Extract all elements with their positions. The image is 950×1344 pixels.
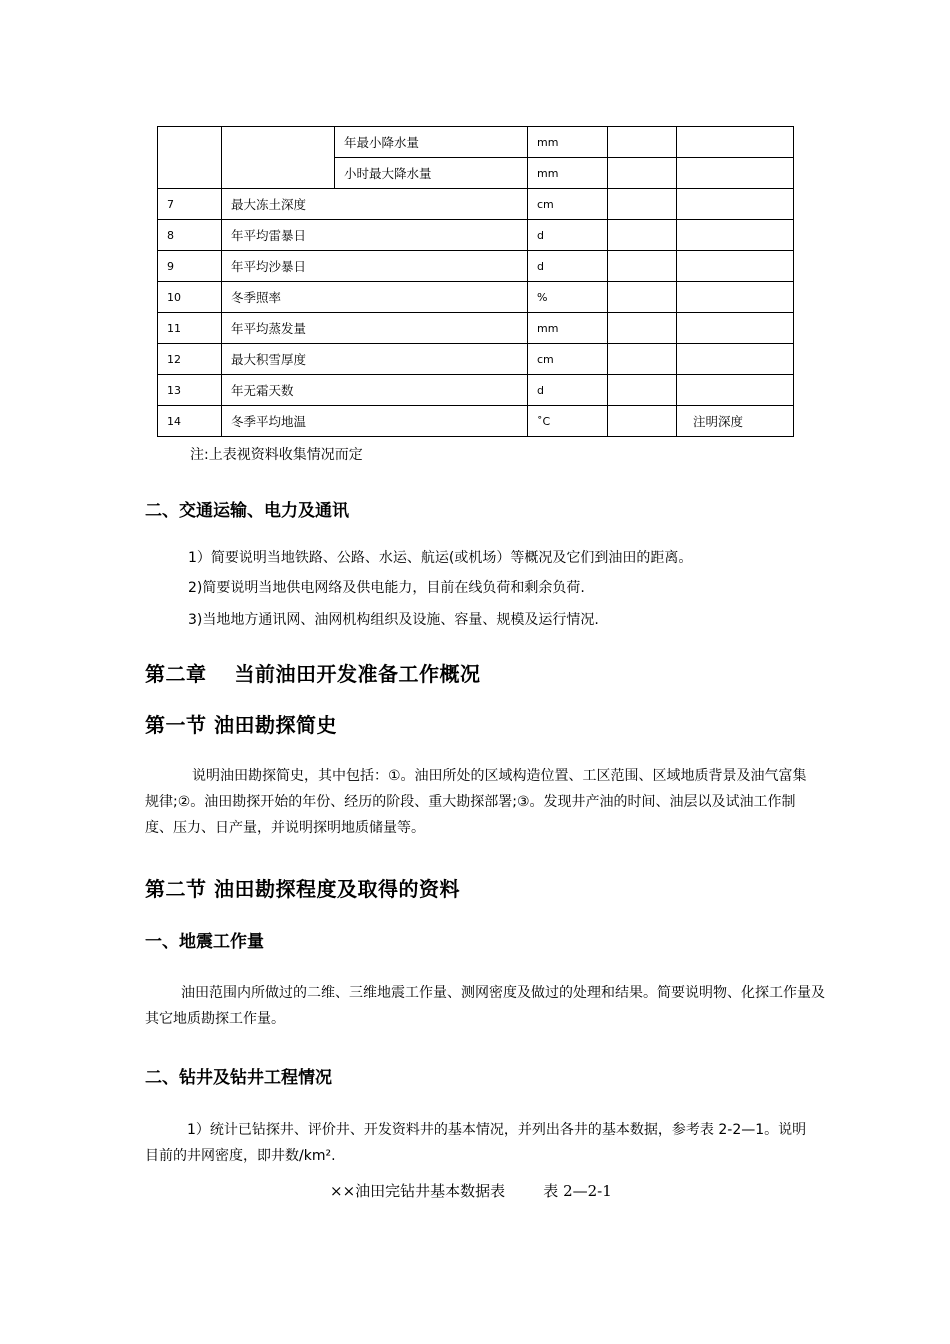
unit-cell: ˚C: [528, 406, 608, 437]
subsection-heading-drilling: 二、钻井及钻井工程情况: [145, 1068, 332, 1088]
table-row: [158, 313, 794, 344]
row-number-cell: 11: [158, 313, 222, 344]
remark-cell: [677, 158, 794, 189]
sub-item-cell: 小时最大降水量: [335, 158, 528, 189]
value-cell: [608, 406, 677, 437]
chapter-title: 第二章 当前油田开发准备工作概况: [145, 662, 481, 686]
list-item: 3)当地地方通讯网、油网机构组织及设施、容量、规模及运行情况.: [188, 612, 599, 628]
row-number-cell: 7: [158, 189, 222, 220]
table-caption-title: ××油田完钻井基本数据表: [330, 1182, 506, 1200]
table-note: 注:上表视资料收集情况而定: [190, 447, 363, 463]
table-row: [158, 251, 794, 282]
sub-item-cell: 年最小降水量: [335, 127, 528, 158]
remark-cell: 注明深度: [677, 406, 794, 437]
value-cell: [608, 282, 677, 313]
item-cell: 年平均蒸发量: [222, 313, 528, 344]
table-row: [158, 344, 794, 375]
section-heading-transport: 二、交通运输、电力及通讯: [145, 501, 349, 521]
row-number-cell: 9: [158, 251, 222, 282]
remark-cell: [677, 375, 794, 406]
row-number-cell: 13: [158, 375, 222, 406]
table-row: [158, 375, 794, 406]
table-row: [158, 189, 794, 220]
item-cell: [222, 127, 335, 189]
row-number-cell: 14: [158, 406, 222, 437]
value-cell: [608, 189, 677, 220]
climate-data-table: [157, 126, 794, 437]
exploration-history-paragraph: 说明油田勘探简史，其中包括：①。油田所处的区域构造位置、工区范围、区域地质背景及油气富集规律;②。油田勘探开始的年份、经历的阶段、重大勘探部署;③。发现井产油的时间、油层以及试油工作制度、压力、日产量，并说明探明地质储量等。: [145, 768, 807, 836]
section-title-exploration-history: 第一节 油田勘探简史: [145, 713, 337, 737]
value-cell: [608, 313, 677, 344]
item-cell: 冬季照率: [222, 282, 528, 313]
remark-cell: [677, 189, 794, 220]
unit-cell: %: [528, 282, 608, 313]
remark-cell: [677, 220, 794, 251]
drilling-paragraph: 1）统计已钻探井、评价井、开发资料井的基本情况，并列出各井的基本数据，参考表 2-2—1。说明目前的井网密度，即井数/km².: [145, 1122, 807, 1164]
item-cell: 年平均沙暴日: [222, 251, 528, 282]
value-cell: [608, 127, 677, 158]
table-row: [158, 220, 794, 251]
row-number-cell: [158, 127, 222, 189]
unit-cell: mm: [528, 127, 608, 158]
unit-cell: d: [528, 375, 608, 406]
row-number-cell: 10: [158, 282, 222, 313]
item-cell: 最大冻土深度: [222, 189, 528, 220]
unit-cell: cm: [528, 189, 608, 220]
item-cell: 年无霜天数: [222, 375, 528, 406]
table-row: [158, 127, 794, 158]
list-item: 1）简要说明当地铁路、公路、水运、航运(或机场）等概况及它们到油田的距离。: [188, 550, 693, 566]
value-cell: [608, 158, 677, 189]
list-item: 2)简要说明当地供电网络及供电能力，目前在线负荷和剩余负荷.: [188, 580, 585, 596]
value-cell: [608, 220, 677, 251]
remark-cell: [677, 344, 794, 375]
unit-cell: d: [528, 220, 608, 251]
item-cell: 冬季平均地温: [222, 406, 528, 437]
remark-cell: [677, 313, 794, 344]
section-title-exploration-degree: 第二节 油田勘探程度及取得的资料: [145, 877, 460, 901]
unit-cell: cm: [528, 344, 608, 375]
item-cell: 最大积雪厚度: [222, 344, 528, 375]
remark-cell: [677, 282, 794, 313]
seismic-paragraph: 油田范围内所做过的二维、三维地震工作量、测网密度及做过的处理和结果。简要说明物、化探工作量及其它地质勘探工作量。: [145, 985, 825, 1027]
remark-cell: [677, 251, 794, 282]
table-caption: [330, 1180, 612, 1201]
item-cell: 年平均雷暴日: [222, 220, 528, 251]
remark-cell: [677, 127, 794, 158]
table-row: [158, 406, 794, 437]
subsection-heading-seismic: 一、地震工作量: [145, 932, 264, 952]
row-number-cell: 8: [158, 220, 222, 251]
value-cell: [608, 375, 677, 406]
value-cell: [608, 251, 677, 282]
unit-cell: mm: [528, 158, 608, 189]
table-row: [158, 282, 794, 313]
value-cell: [608, 344, 677, 375]
unit-cell: mm: [528, 313, 608, 344]
unit-cell: d: [528, 251, 608, 282]
table-caption-number: 表 2—2-1: [543, 1182, 612, 1200]
row-number-cell: 12: [158, 344, 222, 375]
